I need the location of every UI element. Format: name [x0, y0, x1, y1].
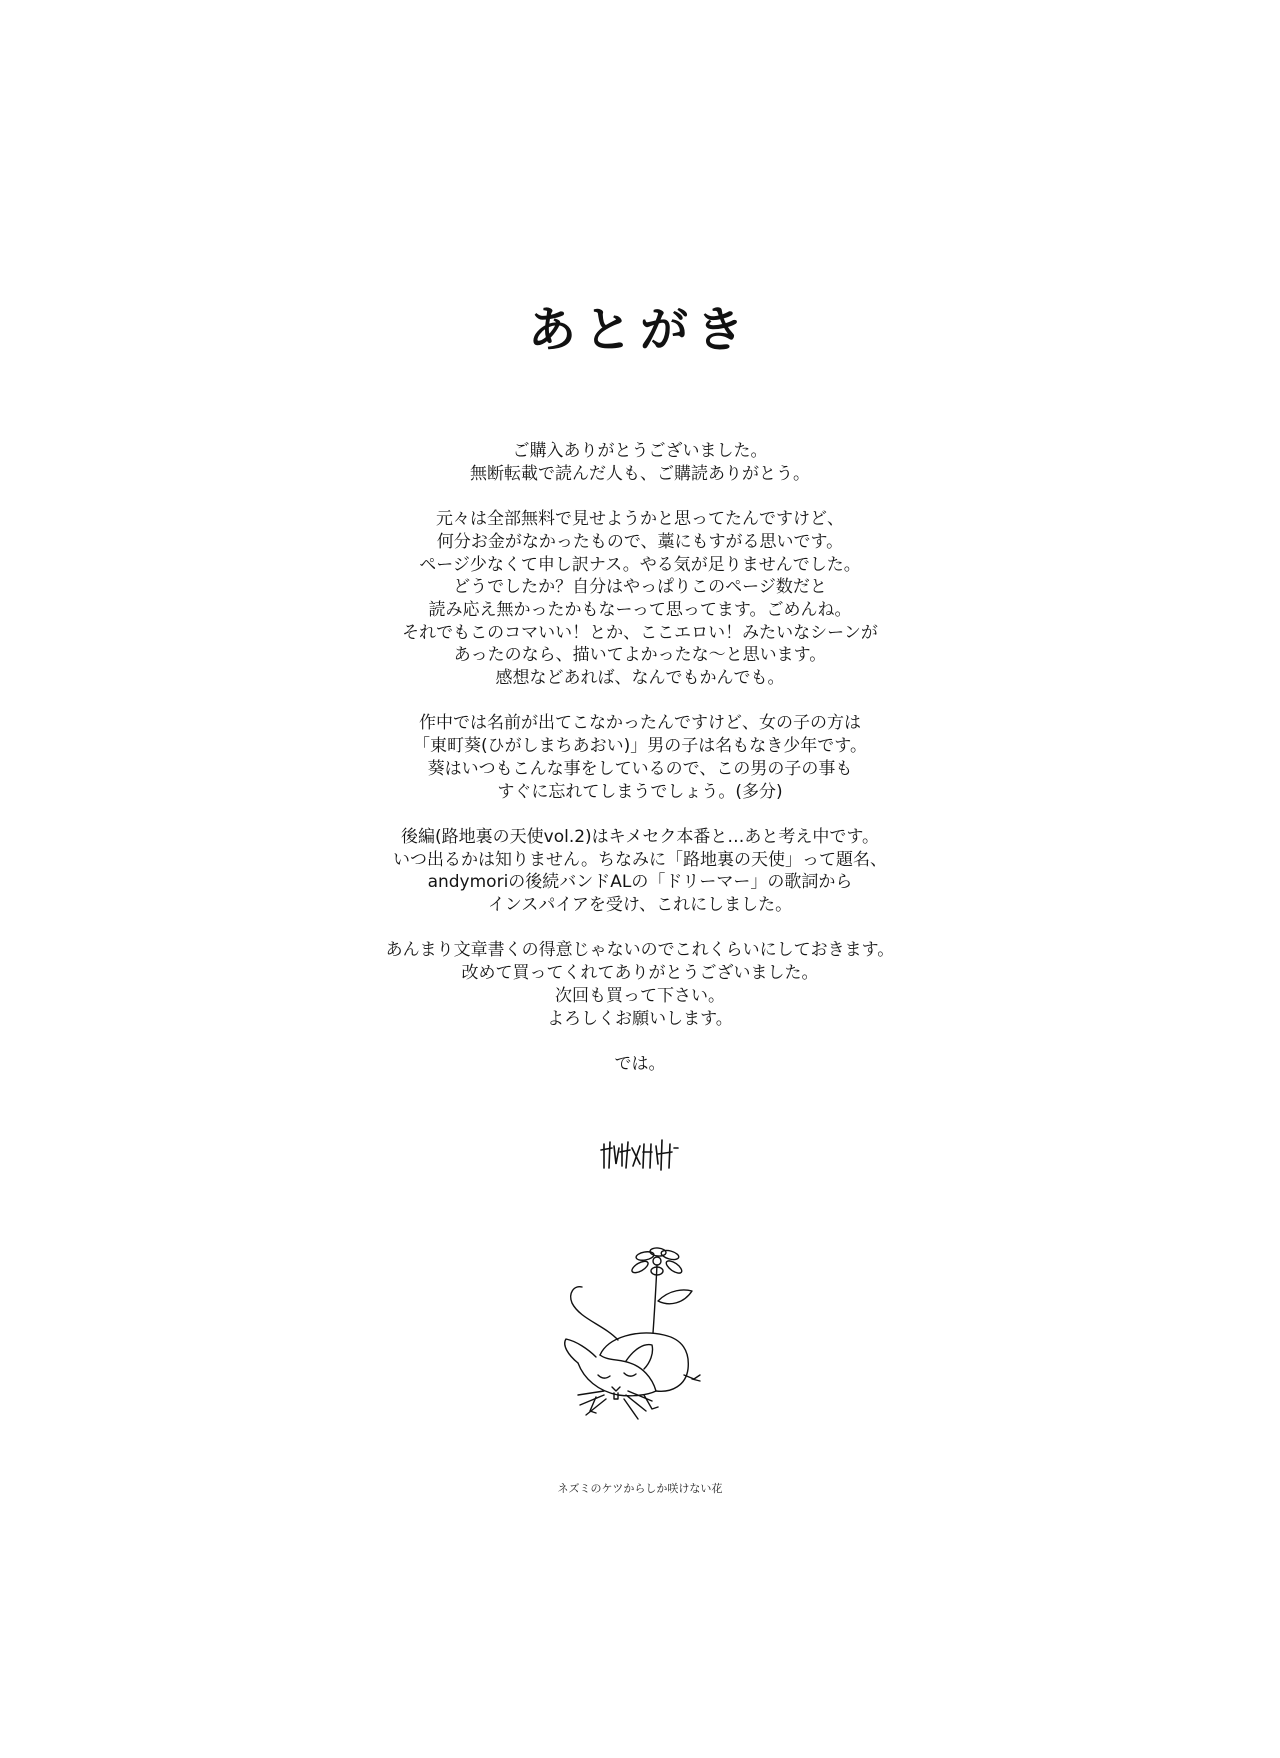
text-line: あんまり文章書くの得意じゃないのでこれくらいにしておきます。	[385, 940, 895, 961]
text-line: よろしくお願いします。	[547, 1008, 733, 1029]
text-line: インスパイアを受け、これにしました。	[487, 895, 793, 916]
text-line: 「東町葵(ひがしまちあおい)」男の子は名もなき少年です。	[413, 736, 867, 757]
paragraph-thanks	[200, 440, 1080, 485]
text-line: 何分お金がなかったもので、藁にもすがる思いです。	[436, 531, 844, 552]
paragraph-closing	[200, 939, 1080, 1030]
paragraph-farewell	[200, 1053, 1080, 1076]
text-line: 読み応え無かったかもなーって思ってます。ごめんね。	[428, 599, 852, 620]
text-line: すぐに忘れてしまうでしょう。(多分)	[497, 781, 783, 802]
text-line: いつ出るかは知りません。ちなみに「路地裏の天使」って題名、	[392, 849, 888, 870]
paragraph-characters	[200, 712, 1080, 803]
text-line: では。	[614, 1053, 666, 1074]
text-line: 感想などあれば、なんでもかんでも。	[495, 668, 785, 689]
afterword-body	[200, 440, 1080, 1076]
text-line: 改めて買ってくれてありがとうございました。	[461, 963, 819, 984]
text-line: 後編(路地裏の天使vol.2)はキメセク本番と…あと考え中です。	[401, 826, 879, 847]
text-line: あったのなら、描いてよかったな〜と思います。	[453, 645, 827, 666]
text-line: ご購入ありがとうございました。	[512, 441, 768, 461]
text-line: 作中では名前が出てこなかったんですけど、女の子の方は	[419, 713, 861, 734]
signature-image	[600, 1134, 680, 1174]
text-line: 無断転載で読んだ人も、ご購読ありがとう。	[470, 463, 810, 484]
illustration-caption: ネズミのケツからしか咲けない花	[557, 1482, 723, 1495]
text-line: それでもこのコマいい！とか、ここエロい！みたいなシーンが	[402, 622, 878, 643]
page-title: あとがき	[527, 302, 752, 358]
mouse-flower-illustration	[560, 1245, 760, 1425]
text-line: 次回も買って下さい。	[555, 985, 725, 1006]
paragraph-background	[200, 508, 1080, 690]
text-line: ページ少なくて申し訳ナス。やる気が足りませんでした。	[419, 554, 861, 575]
text-line: andymoriの後続バンドALの「ドリーマー」の歌詞から	[427, 872, 853, 893]
text-line: 元々は全部無料で見せようかと思ってたんですけど、	[436, 509, 844, 530]
text-line: どうでしたか？自分はやっぱりこのページ数だと	[453, 577, 827, 598]
paragraph-sequel	[200, 826, 1080, 917]
text-line: 葵はいつもこんな事をしているので、この男の子の事も	[427, 758, 853, 779]
